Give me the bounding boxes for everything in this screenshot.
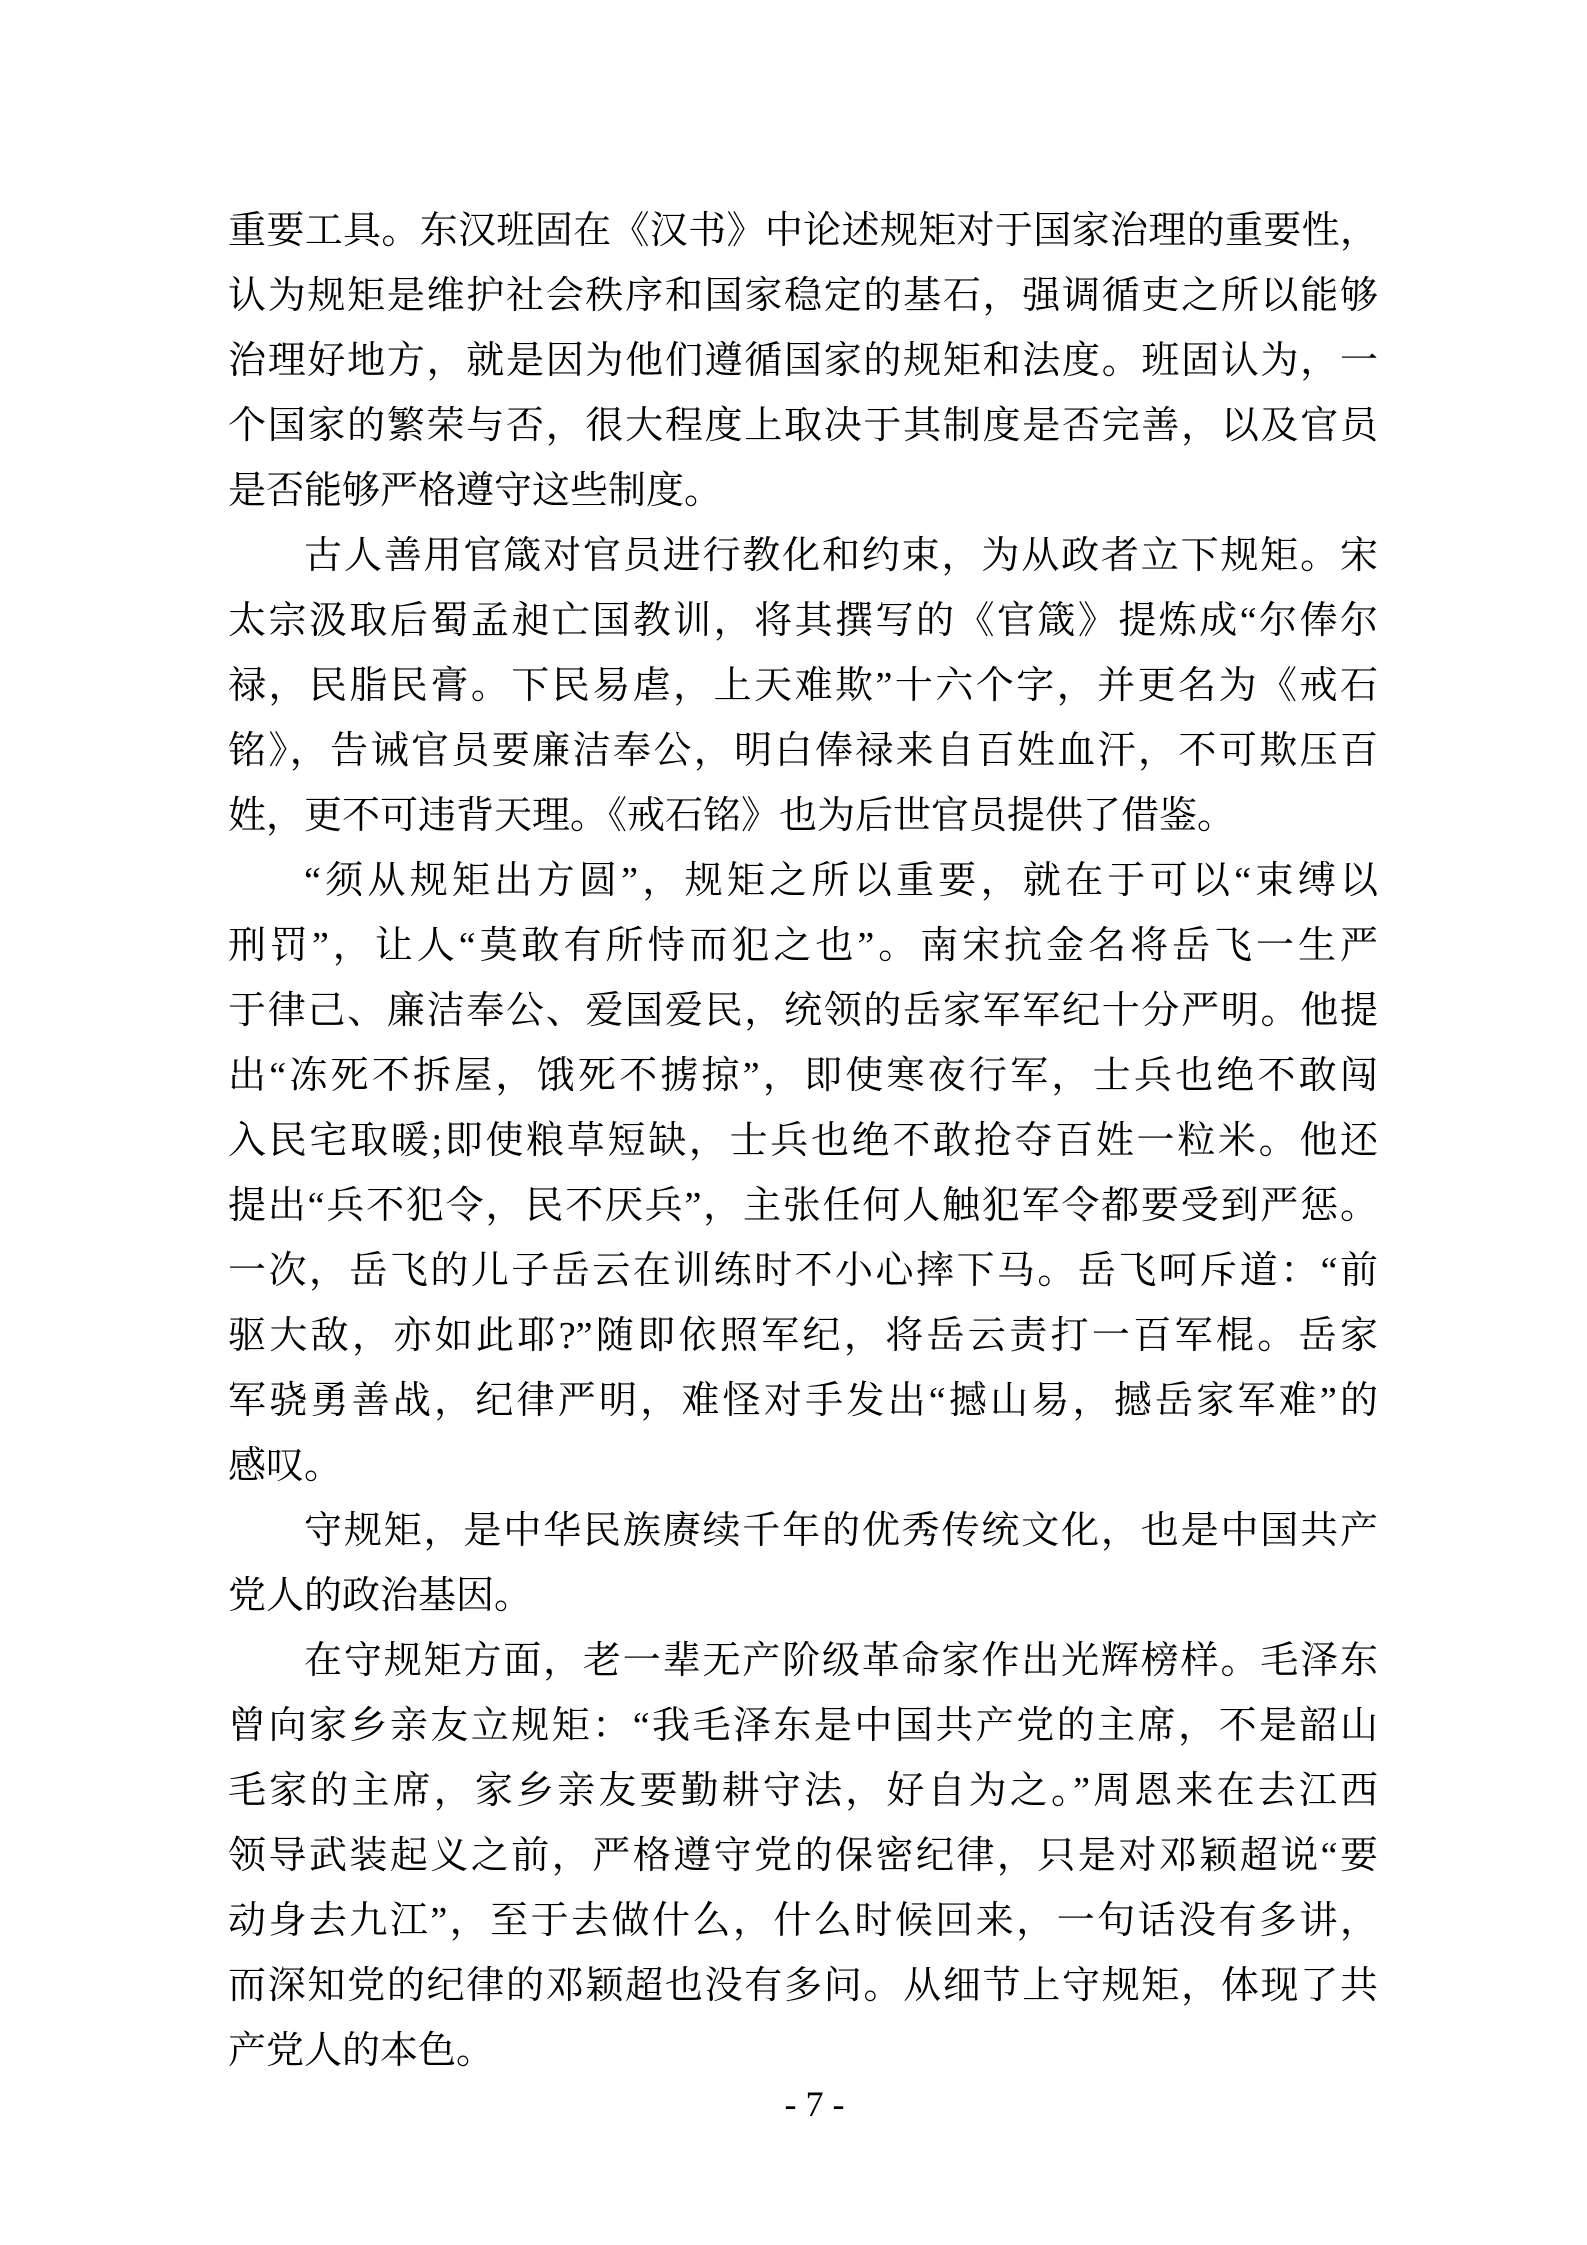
text-line: 在守规矩方面，老一辈无产阶级革命家作出光辉榜样。毛泽东	[304, 1640, 1378, 1682]
text-line: 曾向家乡亲友立规矩：“我毛泽东是中国共产党的主席，不是韶山	[228, 1705, 1378, 1747]
text-line: 驱大敌，亦如此耶?”随即依照军纪，将岳云责打一百军棍。岳家	[228, 1315, 1378, 1357]
text-line: “须从规矩出方圆”，规矩之所以重要，就在于可以“束缚以	[304, 860, 1378, 902]
text-line: 太宗汲取后蜀孟昶亡国教训，将其撰写的《官箴》提炼成“尔俸尔	[228, 600, 1378, 642]
text-line: 产党人的本色。	[228, 2030, 495, 2072]
document-body	[228, 199, 1378, 2084]
text-line: 而深知党的纪律的邓颖超也没有多问。从细节上守规矩，体现了共	[228, 1965, 1378, 2007]
text-line: 入民宅取暖;即使粮草短缺，士兵也绝不敢抢夺百姓一粒米。他还	[228, 1120, 1378, 1162]
text-line: 守规矩，是中华民族赓续千年的优秀传统文化，也是中国共产	[304, 1510, 1378, 1552]
text-line: 提出“兵不犯令，民不厌兵”，主张任何人触犯军令都要受到严惩。	[228, 1185, 1378, 1227]
text-line: 军骁勇善战，纪律严明，难怪对手发出“撼山易，撼岳家军难”的	[228, 1380, 1378, 1422]
paragraph-2	[228, 524, 1378, 849]
text-line: 古人善用官箴对官员进行教化和约束，为从政者立下规矩。宋	[304, 535, 1378, 577]
text-line: 治理好地方，就是因为他们遵循国家的规矩和法度。班固认为，一	[228, 340, 1378, 382]
page-number: - 7 -	[784, 2084, 845, 2124]
text-line: 重要工具。东汉班固在《汉书》中论述规矩对于国家治理的重要性，	[228, 210, 1378, 252]
text-line: 认为规矩是维护社会秩序和国家稳定的基石，强调循吏之所以能够	[228, 275, 1378, 317]
text-line: 个国家的繁荣与否，很大程度上取决于其制度是否完善，以及官员	[228, 405, 1378, 447]
text-line: 毛家的主席，家乡亲友要勤耕守法，好自为之。”周恩来在去江西	[228, 1770, 1378, 1812]
text-line: 是否能够严格遵守这些制度。	[228, 470, 723, 512]
text-line: 一次，岳飞的儿子岳云在训练时不小心摔下马。岳飞呵斥道：“前	[228, 1250, 1378, 1292]
text-line: 铭》，告诫官员要廉洁奉公，明白俸禄来自百姓血汗，不可欺压百	[228, 730, 1378, 772]
text-line: 禄，民脂民膏。下民易虐，上天难欺”十六个字，并更名为《戒石	[228, 665, 1378, 707]
paragraph-4	[228, 1499, 1378, 1629]
text-line: 感叹。	[228, 1445, 343, 1487]
text-line: 领导武装起义之前，严格遵守党的保密纪律，只是对邓颖超说“要	[228, 1835, 1378, 1877]
text-line: 党人的政治基因。	[228, 1575, 533, 1617]
paragraph-1	[228, 199, 1378, 524]
paragraph-5	[228, 1629, 1378, 2084]
paragraph-3	[228, 849, 1378, 1499]
text-line: 出“冻死不拆屋，饿死不掳掠”，即使寒夜行军，士兵也绝不敢闯	[228, 1055, 1378, 1097]
text-line: 于律己、廉洁奉公、爱国爱民，统领的岳家军军纪十分严明。他提	[228, 990, 1378, 1032]
text-line: 刑罚”，让人“莫敢有所恃而犯之也”。南宋抗金名将岳飞一生严	[228, 925, 1378, 967]
text-line: 动身去九江”，至于去做什么，什么时候回来，一句话没有多讲，	[228, 1900, 1378, 1942]
text-line: 姓，更不可违背天理。《戒石铭》也为后世官员提供了借鉴。	[228, 795, 1236, 837]
